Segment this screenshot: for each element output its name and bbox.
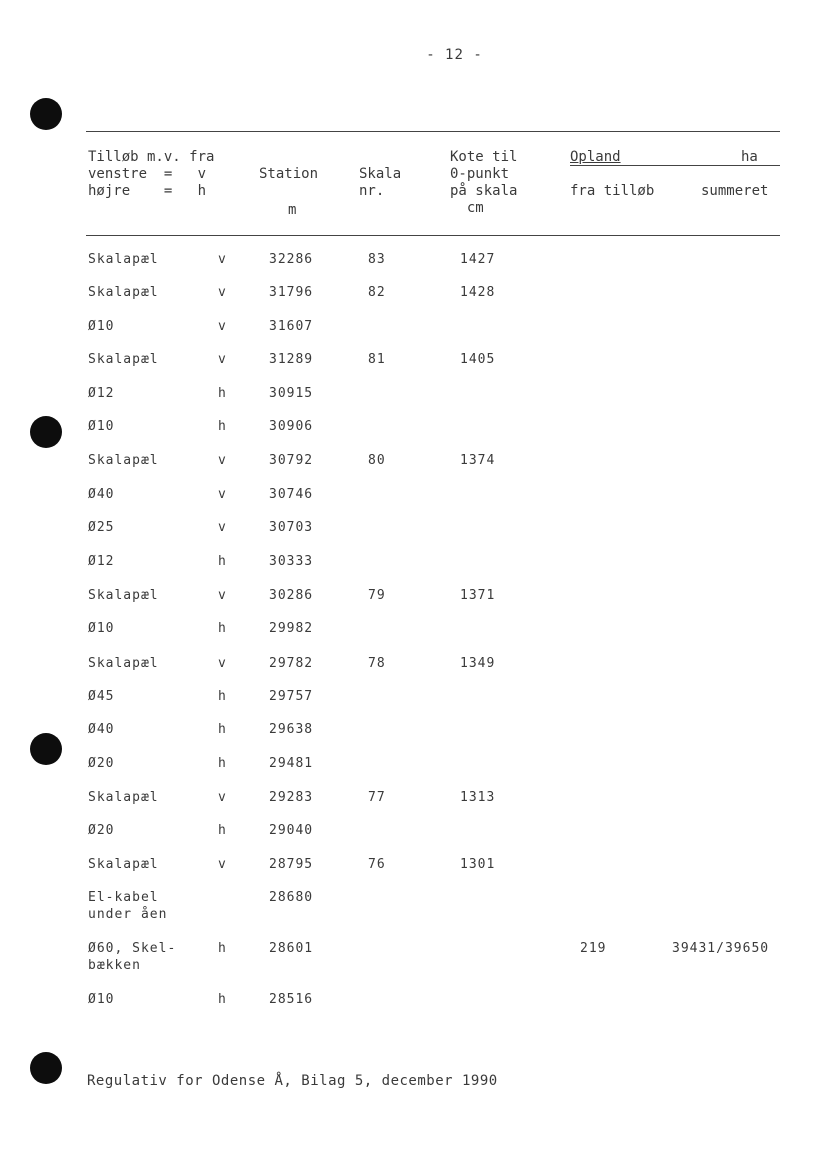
- cell-side: v: [218, 252, 227, 267]
- top-rule: [86, 131, 780, 132]
- header-ha: ha: [741, 149, 758, 165]
- table-row: [0, 789, 829, 823]
- cell-side: v: [218, 352, 227, 367]
- cell-name: Skalapæl: [88, 588, 159, 603]
- cell-side: v: [218, 487, 227, 502]
- cell-side: v: [218, 790, 227, 805]
- cell-side: h: [218, 992, 227, 1007]
- header-summeret: summeret: [701, 183, 769, 199]
- cell-name: Skalapæl: [88, 252, 159, 267]
- cell-station: 29782: [269, 656, 314, 671]
- cell-station: 30792: [269, 453, 314, 468]
- cell-side: h: [218, 554, 227, 569]
- cell-station: 30906: [269, 419, 314, 434]
- cell-name: Ø20: [88, 823, 115, 838]
- cell-side: h: [218, 621, 227, 636]
- table-row: [0, 519, 829, 553]
- cell-station: 30703: [269, 520, 314, 535]
- cell-tillob: 219: [580, 941, 607, 956]
- cell-name: Ø10: [88, 419, 115, 434]
- cell-station: 28601: [269, 941, 314, 956]
- cell-name: Ø40: [88, 487, 115, 502]
- cell-station: 29638: [269, 722, 314, 737]
- cell-station: 31607: [269, 319, 314, 334]
- punch-hole-4: [30, 1052, 62, 1084]
- cell-side: h: [218, 689, 227, 704]
- cell-station: 31796: [269, 285, 314, 300]
- cell-station: 31289: [269, 352, 314, 367]
- cell-station: 28680: [269, 890, 314, 905]
- cell-side: h: [218, 419, 227, 434]
- cell-name: Ø20: [88, 756, 115, 771]
- cell-name: Ø25: [88, 520, 115, 535]
- header-bottom-rule: [86, 235, 780, 236]
- cell-side: v: [218, 453, 227, 468]
- cell-side: h: [218, 941, 227, 956]
- footer-text: Regulativ for Odense Å, Bilag 5, december 1990: [87, 1073, 498, 1089]
- page-number: - 12 -: [426, 47, 483, 63]
- table-row: [0, 452, 829, 486]
- table-row: [0, 755, 829, 789]
- table-row: [0, 351, 829, 385]
- table-row: [0, 620, 829, 654]
- cell-sum: 39431/39650: [672, 941, 770, 956]
- cell-name: Ø40: [88, 722, 115, 737]
- cell-name: Skalapæl: [88, 790, 159, 805]
- cell-skala: 78: [368, 656, 386, 671]
- table-row: [0, 418, 829, 452]
- cell-kote: 1428: [460, 285, 496, 300]
- cell-station: 30746: [269, 487, 314, 502]
- table-row: [0, 385, 829, 419]
- table-row: [0, 940, 829, 974]
- cell-station: 28516: [269, 992, 314, 1007]
- cell-station: 28795: [269, 857, 314, 872]
- cell-name: Skalapæl: [88, 656, 159, 671]
- table-row: [0, 991, 829, 1025]
- header-opland: Opland: [570, 149, 621, 165]
- table-row: [0, 486, 829, 520]
- cell-station: 30915: [269, 386, 314, 401]
- cell-name: El-kabel under åen: [88, 890, 168, 922]
- table-row: [0, 587, 829, 621]
- cell-side: h: [218, 823, 227, 838]
- cell-name: Ø10: [88, 621, 115, 636]
- cell-side: v: [218, 588, 227, 603]
- table-row: [0, 688, 829, 722]
- cell-side: v: [218, 656, 227, 671]
- table-row: [0, 284, 829, 318]
- header-fra-tillob: fra tilløb: [570, 183, 655, 199]
- cell-kote: 1301: [460, 857, 496, 872]
- cell-side: h: [218, 756, 227, 771]
- cell-station: 29040: [269, 823, 314, 838]
- cell-name: Ø12: [88, 554, 115, 569]
- cell-name: Skalapæl: [88, 453, 159, 468]
- cell-name: Skalapæl: [88, 285, 159, 300]
- table-row: [0, 553, 829, 587]
- table-row: [0, 822, 829, 856]
- cell-station: 30286: [269, 588, 314, 603]
- cell-skala: 82: [368, 285, 386, 300]
- table-row: [0, 655, 829, 689]
- table-row: [0, 856, 829, 890]
- header-station-unit: m: [288, 202, 297, 218]
- cell-station: 32286: [269, 252, 314, 267]
- cell-station: 29481: [269, 756, 314, 771]
- header-kote: Kote til 0-punkt på skala cm: [450, 149, 518, 216]
- cell-kote: 1313: [460, 790, 496, 805]
- cell-name: Ø12: [88, 386, 115, 401]
- cell-kote: 1349: [460, 656, 496, 671]
- cell-station: 29757: [269, 689, 314, 704]
- cell-skala: 83: [368, 252, 386, 267]
- cell-kote: 1371: [460, 588, 496, 603]
- cell-station: 29982: [269, 621, 314, 636]
- table-row: [0, 318, 829, 352]
- cell-skala: 77: [368, 790, 386, 805]
- cell-name: Skalapæl: [88, 352, 159, 367]
- punch-hole-1: [30, 98, 62, 130]
- cell-side: v: [218, 520, 227, 535]
- cell-name: Ø10: [88, 992, 115, 1007]
- cell-name: Skalapæl: [88, 857, 159, 872]
- cell-kote: 1405: [460, 352, 496, 367]
- table-row: [0, 889, 829, 923]
- table-row: [0, 721, 829, 755]
- cell-skala: 76: [368, 857, 386, 872]
- cell-side: h: [218, 722, 227, 737]
- cell-side: h: [218, 386, 227, 401]
- header-tillob-col: Tilløb m.v. fra venstre = v højre = h: [88, 149, 215, 199]
- header-skala: Skala nr.: [359, 166, 402, 199]
- cell-station: 30333: [269, 554, 314, 569]
- cell-side: v: [218, 319, 227, 334]
- cell-station: 29283: [269, 790, 314, 805]
- cell-skala: 79: [368, 588, 386, 603]
- table-row: [0, 251, 829, 285]
- cell-skala: 80: [368, 453, 386, 468]
- cell-name: Ø60, Skel- bækken: [88, 941, 177, 973]
- cell-skala: 81: [368, 352, 386, 367]
- cell-side: v: [218, 857, 227, 872]
- cell-name: Ø45: [88, 689, 115, 704]
- cell-name: Ø10: [88, 319, 115, 334]
- cell-kote: 1427: [460, 252, 496, 267]
- cell-kote: 1374: [460, 453, 496, 468]
- cell-side: v: [218, 285, 227, 300]
- header-station: Station: [259, 166, 319, 182]
